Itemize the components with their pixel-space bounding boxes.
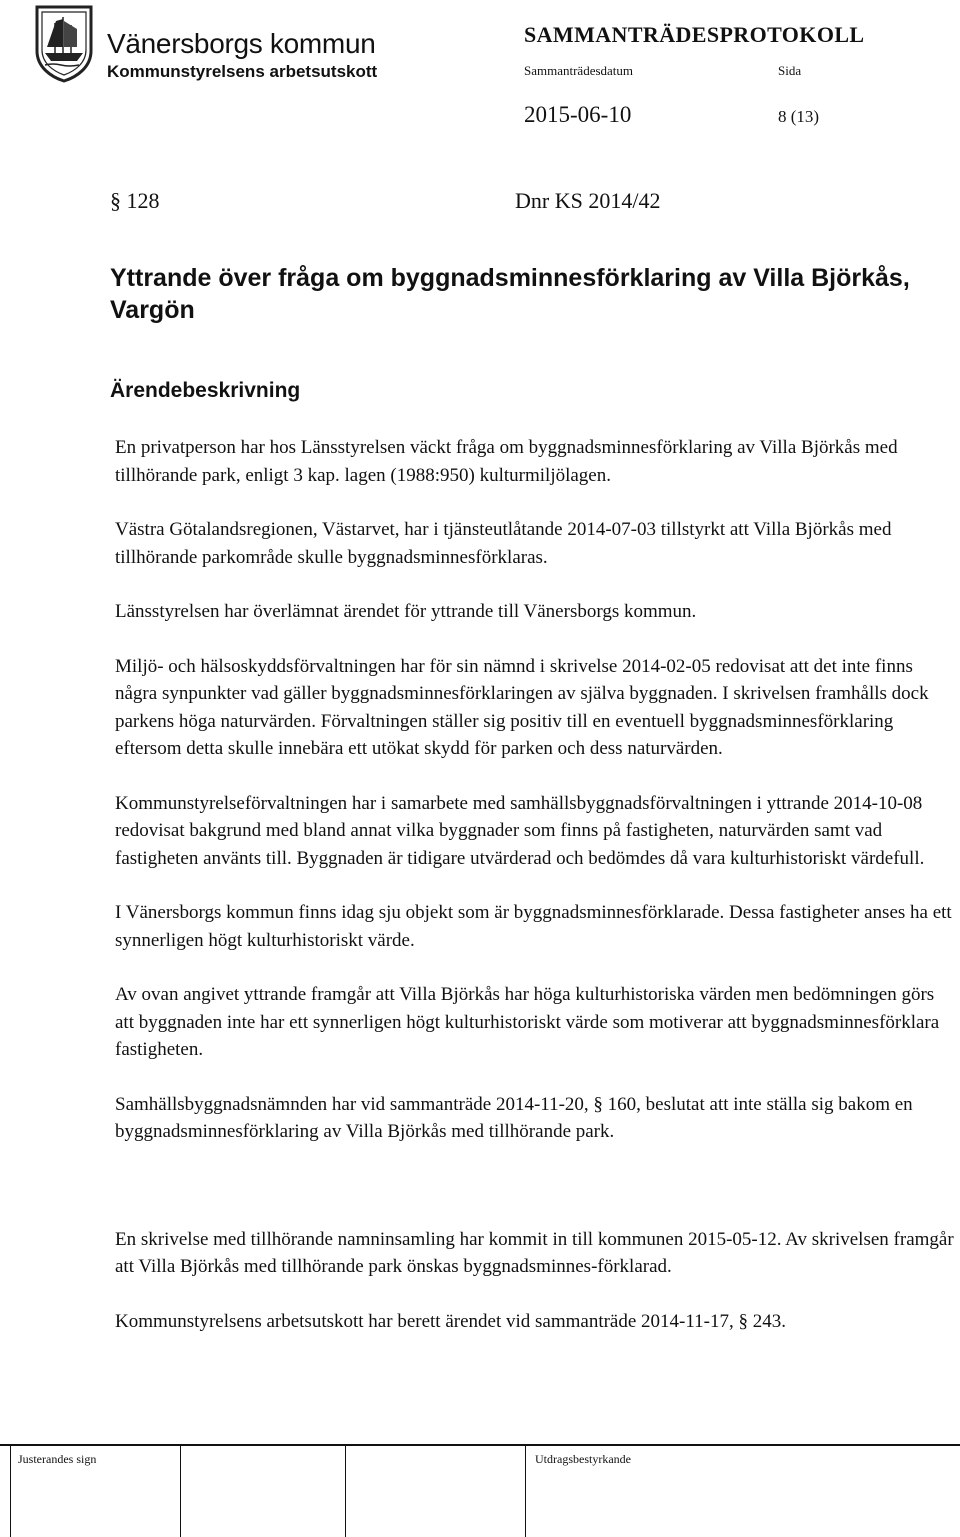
body-paragraph: Västra Götalandsregionen, Västarvet, har i tjänsteutlåtande 2014-07-03 tillstyrkt att Villa Björkås med tillhörande parkområde skulle byggnadsminnesförklaras. — [115, 519, 892, 568]
page-label: Sida — [778, 63, 802, 78]
body-paragraph: En skrivelse med tillhörande namninsamling har kommit in till kommunen 2015-05-12. Av skrivelsen framgår att Villa Björkås med tillhörande park önskas byggnadsminnes-förklarad. — [115, 1228, 954, 1277]
municipality-logo — [33, 3, 95, 83]
signature-divider — [345, 1444, 346, 1537]
extract-certification-label: Utdragsbestyrkande — [535, 1452, 631, 1466]
signature-divider — [10, 1444, 11, 1537]
body-paragraph: Miljö- och hälsoskyddsförvaltningen har för sin nämnd i skrivelse 2014-02-05 redovisat att det inte finns några synpunkter vad gäller byggnadsminnesförklaringen av själva byggnaden. I skrivelsen framhålls dock parkens höga naturvärden. Förvaltningen ställer sig positiv till en eventuell byggnadsminnesförklaring eftersom detta skulle innebära ett utökat skydd för parken och dess naturvärden. — [115, 655, 929, 759]
signature-divider — [180, 1444, 181, 1537]
body-paragraph: Kommunstyrelsens arbetsutskott har berett ärendet vid sammanträde 2014-11-17, § 243. — [115, 1310, 786, 1332]
meeting-date-label: Sammanträdesdatum — [524, 63, 634, 78]
body-paragraph: Samhällsbyggnadsnämnden har vid sammanträde 2014-11-20, § 160, beslutat att inte ställa sig bakom en byggnadsminnesförklaring av Villa Björkås med tillhörande park. — [115, 1093, 913, 1142]
page-number: 8 (13) — [778, 107, 820, 126]
committee-name: Kommunstyrelsens arbetsutskott — [107, 62, 378, 81]
document-title: Yttrande över fråga om byggnadsminnesförklaring av Villa Björkås, Vargön — [110, 264, 910, 324]
section-heading: Ärendebeskrivning — [110, 379, 301, 402]
protocol-title: SAMMANTRÄDESPROTOKOLL — [524, 22, 865, 47]
case-paragraph-number: § 128 — [110, 188, 160, 213]
meeting-date-value: 2015-06-10 — [524, 102, 632, 127]
body-paragraph: Kommunstyrelseförvaltningen har i samarbete med samhällsbyggnadsförvaltningen i yttrande 2014-10-08 redovisat bakgrund med bland annat vilka byggnader som finns på fastigheten, naturvärden samt vad fastigheten använts till. Byggnaden är tidigare utvärderad och bedömdes då vara kulturhistoriskt värdefull. — [115, 792, 925, 869]
signature-divider — [525, 1444, 526, 1537]
organization-name: Vänersborgs kommun — [107, 28, 376, 59]
body-paragraph: I Vänersborgs kommun finns idag sju objekt som är byggnadsminnesförklarade. Dessa fastigheter anses ha ett synnerligen högt kulturhistoriskt värde. — [115, 902, 952, 951]
signature-table-border — [0, 1444, 960, 1446]
body-paragraph: En privatperson har hos Länsstyrelsen väckt fråga om byggnadsminnesförklaring av Villa Björkås med tillhörande park, enligt 3 kap. lagen (1988:950) kulturmiljölagen. — [115, 437, 898, 486]
body-paragraph: Av ovan angivet yttrande framgår att Villa Björkås har höga kulturhistoriska värden men bedömningen görs att byggnaden inte har ett synnerligen högt kulturhistoriskt värde som motiverar att byggnadsminnesförklara fastigheten. — [115, 984, 940, 1060]
adjuster-signature-label: Justerandes sign — [18, 1452, 97, 1466]
case-registration-number: Dnr KS 2014/42 — [515, 188, 661, 213]
document-body — [115, 434, 955, 1335]
body-paragraph: Länsstyrelsen har överlämnat ärendet för yttrande till Vänersborgs kommun. — [115, 601, 697, 622]
